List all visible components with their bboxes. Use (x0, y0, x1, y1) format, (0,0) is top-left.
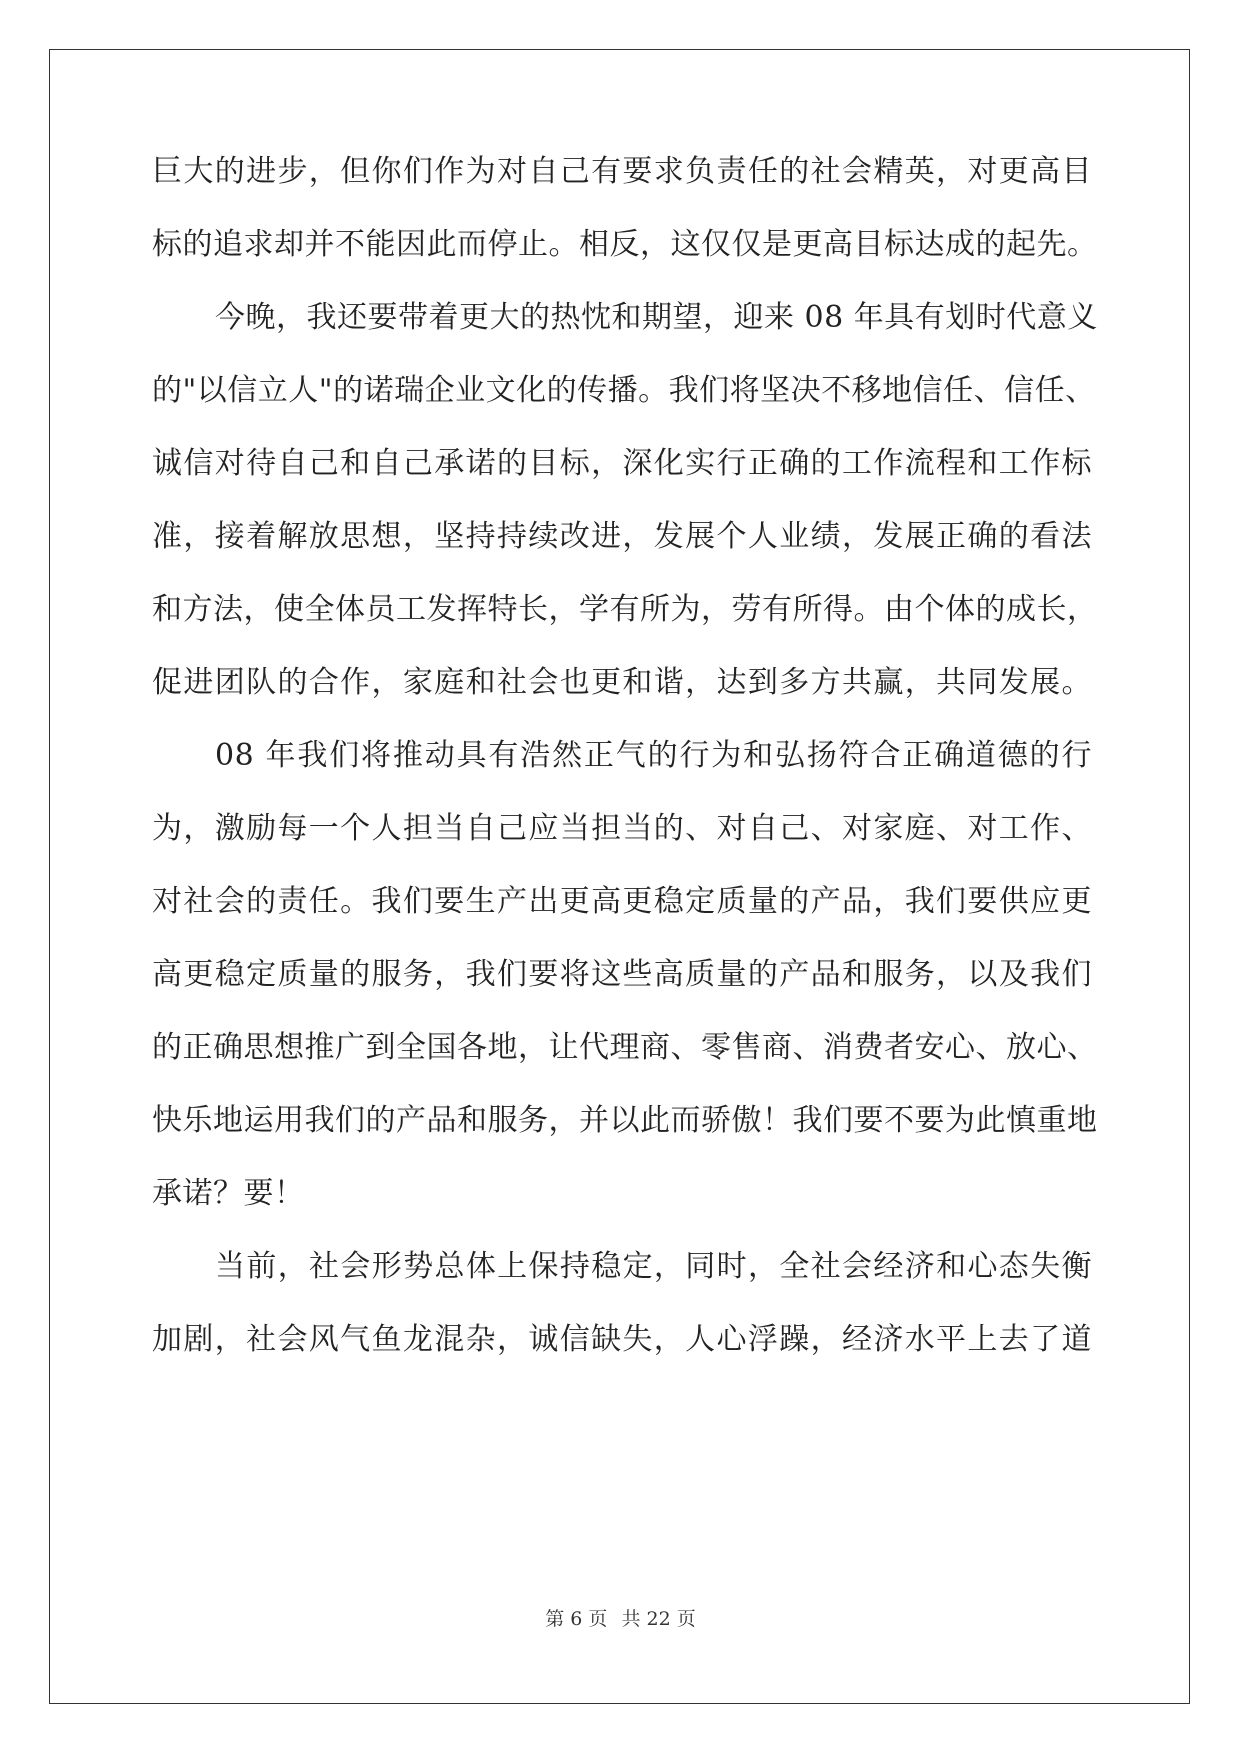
text-line: 承诺？要！ (152, 1176, 305, 1211)
text-line: 为，激励每一个人担当自己应当担当的、对自己、对家庭、对工作、 (152, 811, 1092, 846)
text-line: 诚信对待自己和自己承诺的目标，深化实行正确的工作流程和工作标 (152, 446, 1092, 481)
text-line: 标的追求却并不能因此而停止。相反，这仅仅是更高目标达成的起先。 (152, 227, 1098, 262)
text-line: 和方法，使全体员工发挥特长，学有所为，劳有所得。由个体的成长， (152, 592, 1098, 627)
text-line: 当前，社会形势总体上保持稳定，同时，全社会经济和心态失衡 (215, 1249, 1092, 1284)
text-line: 的正确思想推广到全国各地，让代理商、零售商、消费者安心、放心、 (152, 1030, 1098, 1065)
page-number: 第 6 页 (545, 1608, 608, 1630)
page-footer (0, 1604, 1241, 1631)
text-line: 对社会的责任。我们要生产出更高更稳定质量的产品，我们要供应更 (152, 884, 1092, 919)
text-line: 快乐地运用我们的产品和服务，并以此而骄傲！我们要不要为此慎重地 (152, 1103, 1098, 1138)
page-total: 共 22 页 (621, 1608, 696, 1630)
text-line: 高更稳定质量的服务，我们要将这些高质量的产品和服务，以及我们 (152, 957, 1092, 992)
text-line: 今晚，我还要带着更大的热忱和期望，迎来 08 年具有划时代意义 (215, 300, 1098, 335)
text-line: 的"以信立人"的诺瑞企业文化的传播。我们将坚决不移地信任、信任、 (152, 373, 1096, 408)
text-line: 巨大的进步，但你们作为对自己有要求负责任的社会精英，对更高目 (152, 154, 1092, 189)
text-line: 促进团队的合作，家庭和社会也更和谐，达到多方共赢，共同发展。 (152, 665, 1092, 700)
text-line: 08 年我们将推动具有浩然正气的行为和弘扬符合正确道德的行 (215, 738, 1092, 773)
text-line: 准，接着解放思想，坚持持续改进，发展个人业绩，发展正确的看法 (152, 519, 1092, 554)
text-line: 加剧，社会风气鱼龙混杂，诚信缺失，人心浮躁，经济水平上去了道 (152, 1322, 1092, 1357)
